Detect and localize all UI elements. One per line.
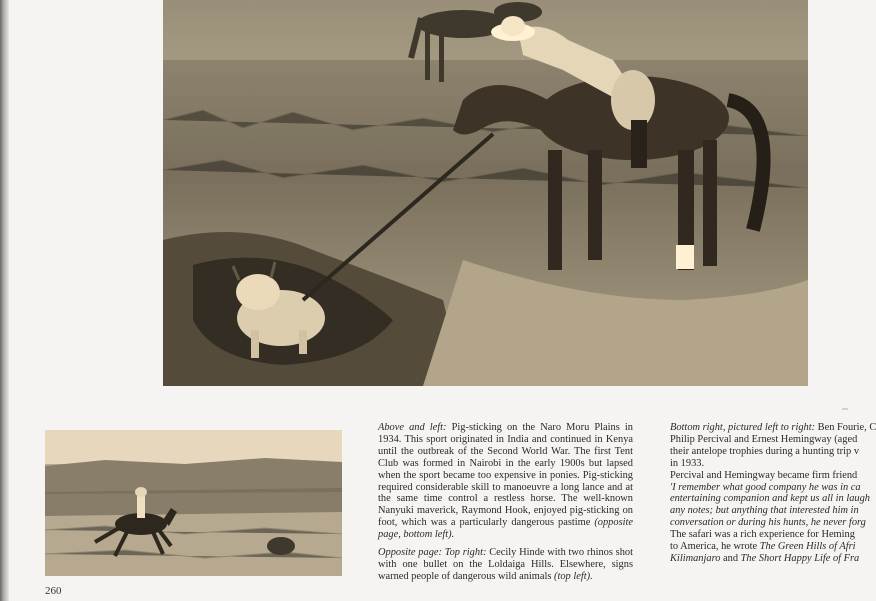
caption-quote-line: conversation or during his hunts, he never forg [670,517,866,529]
caption-body: Cecily Hinde with two rhinos shot with one bullet on the Loldaiga Hills. Elsewhere, signs warned people of dangerous wild animals [378,547,633,582]
book-title: The Green Hills of Afri [759,541,856,553]
book-title: Kilimanjaro [670,552,721,564]
caption-body: Pig-sticking on the Naro Moru Plains in 1934. This sport originated in India and continued in Kenya until the outbreak of the Second World War. The first Tent Club was formed in Nairobi in the early 1900s but lapsed when the sport became too expensive in ponies. Pig-sticking required considerable skill to manoeuvre a long lance and at the same time control a restless horse. The well-known Nanyuki maverick, Raymond Hook, enjoyed pig-sticking on foot, which was a particularly dangerous pastime [378,422,633,529]
caption-paragraph-opposite-page [378,547,633,583]
caption-line: Philip Percival and Ernest Hemingway (aged [670,433,858,445]
main-photo-pig-sticking [163,0,808,386]
caption-line: in 1933. [670,457,705,469]
caption-quote-line: any notes; but anything that interested him in [670,505,859,517]
caption-quote-line: entertaining companion and kept us all in laugh [670,493,870,505]
caption-lead: Above and left: [378,422,447,433]
caption-text: and [720,552,741,564]
caption-paragraph-pig-sticking [378,422,633,541]
warthog-small [267,537,295,555]
main-photo-illustration [163,0,808,386]
book-title: The Short Happy Life of Fra [740,552,860,564]
caption-text: Ben Fourie, C [815,422,876,433]
caption-bottom-right [670,422,876,565]
caption-lead: Bottom right, pictured left to right: [670,422,816,433]
caption-lead: Opposite page: Top right: [378,547,487,559]
caption-line [670,541,856,553]
caption-line: their antelope trophies during a hunting trip v [670,445,860,457]
caption-quote-line: 'I remember what good company he was in ca [670,481,861,493]
page-edge-mark [842,408,848,410]
caption-line [670,552,860,565]
small-photo-pig-sticking [45,430,342,576]
caption-text: to America, he wrote [670,541,760,553]
small-photo-illustration [45,430,342,576]
caption-line: The safari was a rich experience for Heming [670,529,855,541]
caption-reference: (opposite page, bottom left). [378,517,633,541]
book-gutter [0,0,9,601]
caption-reference: (top left). [554,570,593,582]
page-number: 260 [45,585,62,597]
caption-line [670,422,876,434]
caption-line: Percival and Hemingway became firm friend [670,469,858,481]
caption-above-and-left [378,422,633,583]
